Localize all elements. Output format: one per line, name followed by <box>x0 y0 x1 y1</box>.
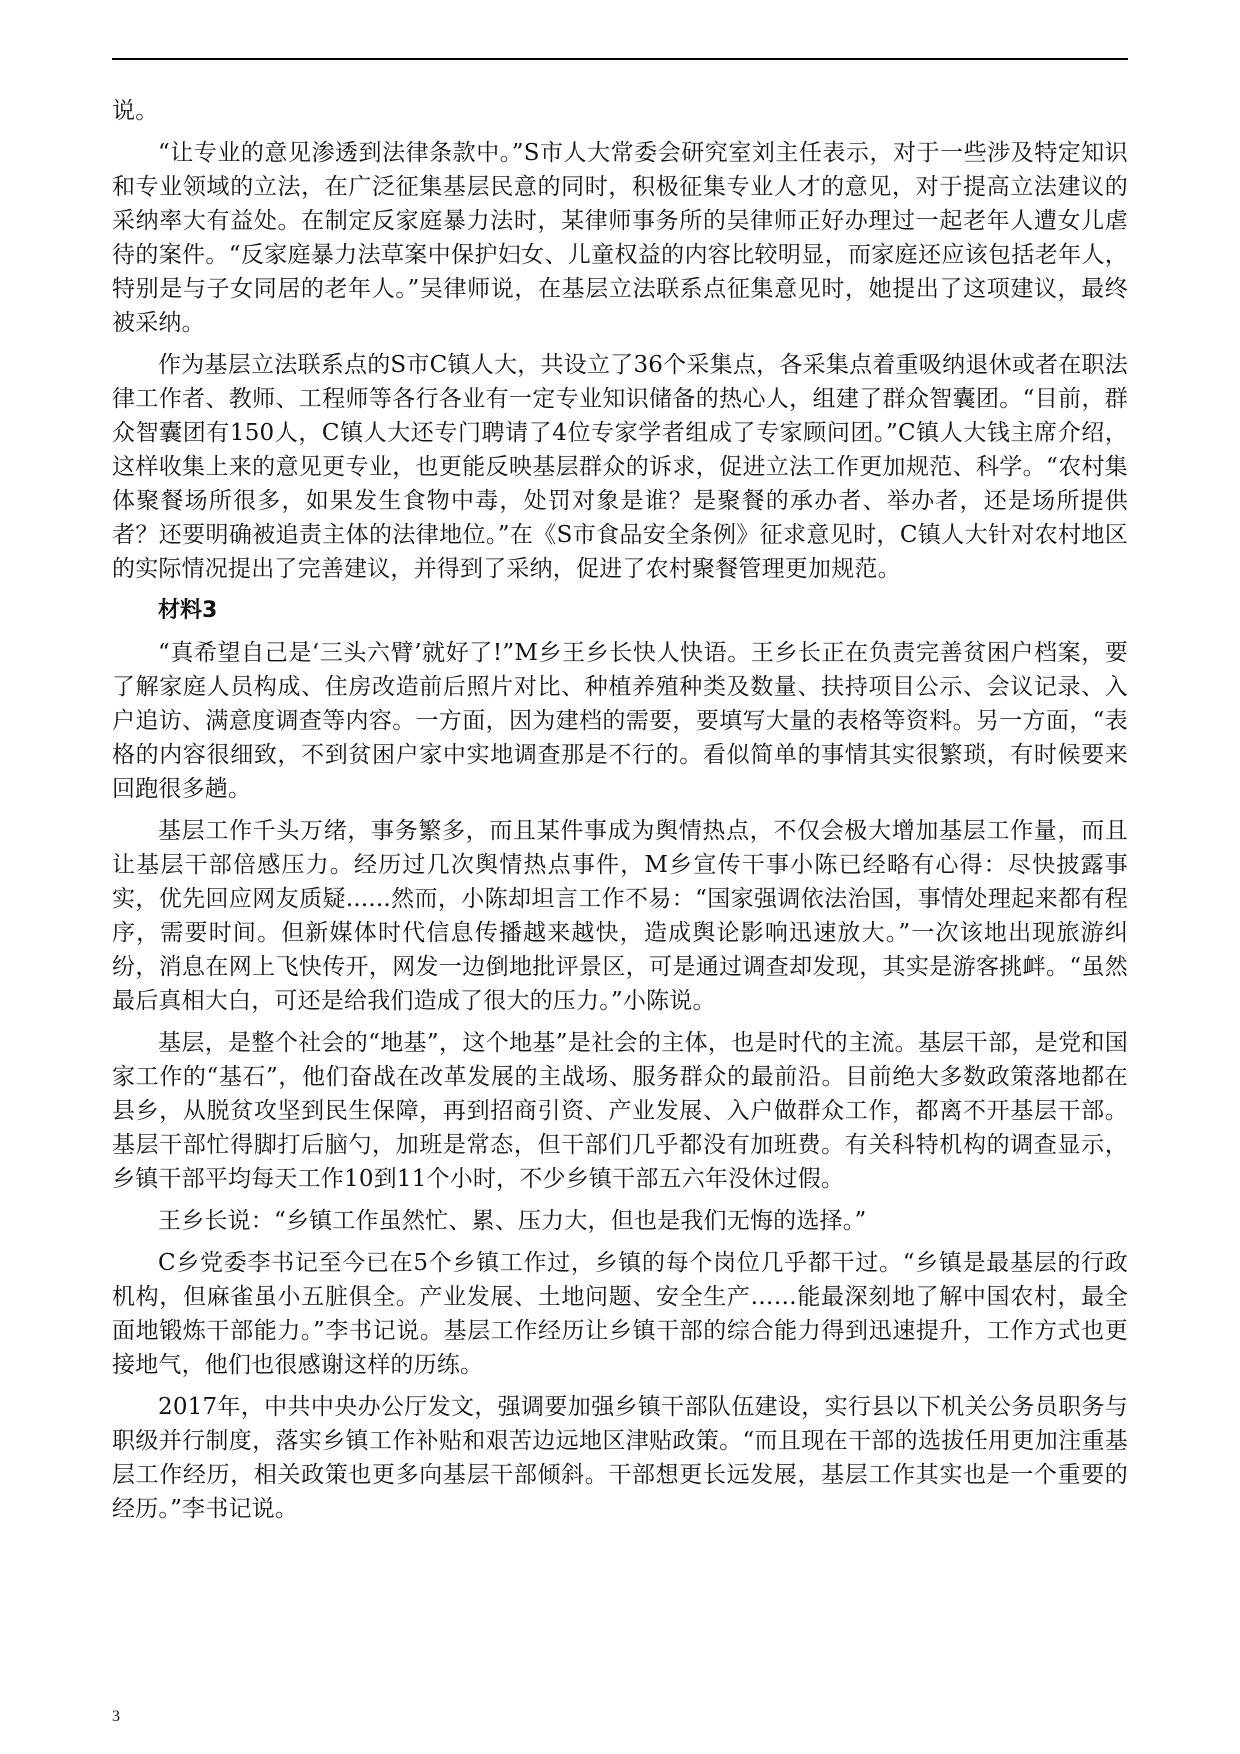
paragraph: 基层工作千头万绪，事务繁多，而且某件事成为舆情热点，不仅会极大增加基层工作量，而且让基层干部倍感压力。经历过几次舆情热点事件，M乡宣传干事小陈已经略有心得：尽快披露事实，优先回应网友质疑......然而，小陈却坦言工作不易：“国家强调依法治国，事情处理起来都有程序，需要时间。但新媒体时代信息传播越来越快，造成舆论影响迅速放大。”一次该地出现旅游纠纷，消息在网上飞快传开，网发一边倒地批评景区，可是通过调查却发现，其实是游客挑衅。“虽然最后真相大白，可还是给我们造成了很大的压力。”小陈说。 <box>112 818 1128 1014</box>
paragraph: 基层，是整个社会的“地基”，这个地基”是社会的主体，也是时代的主流。基层干部，是党和国家工作的“基石”，他们奋战在改革发展的主战场、服务群众的最前沿。目前绝大多数政策落地都在县乡，从脱贫攻坚到民生保障，再到招商引资、产业发展、入户做群众工作，都离不开基层干部。基层干部忙得脚打后脑勺，加班是常态，但干部们几乎都没有加班费。有关科特机构的调查显示，乡镇干部平均每天工作10到11个小时，不少乡镇干部五六年没休过假。 <box>112 1030 1128 1192</box>
section-heading: 材料3 <box>158 598 218 623</box>
paragraph: 王乡长说：“乡镇工作虽然忙、累、压力大，但也是我们无悔的选择。” <box>158 1208 867 1234</box>
paragraph: C乡党委李书记至今已在5个乡镇工作过，乡镇的每个岗位几乎都干过。“乡镇是最基层的行政机构，但麻雀虽小五脏俱全。产业发展、土地问题、安全生产……能最深刻地了解中国农村，最全面地锻炼干部能力。”李书记说。基层工作经历让乡镇干部的综合能力得到迅速提升，工作方式也更接地气，他们也很感谢这样的历练。 <box>112 1250 1128 1378</box>
document-body <box>112 94 1128 1534</box>
page-number: 3 <box>112 1708 120 1725</box>
paragraph-continuation: 说。 <box>112 98 159 124</box>
paragraph: 2017年，中共中央办公厅发文，强调要加强乡镇干部队伍建设，实行县以下机关公务员职务与职级并行制度，落实乡镇工作补贴和艰苦边远地区津贴政策。“而且现在干部的选拔任用更加注重基层工作经历，相关政策也更多向基层干部倾斜。干部想更长远发展，基层工作其实也是一个重要的经历。”李书记说。 <box>112 1394 1128 1522</box>
paragraph: “真希望自己是‘三头六臂’就好了!”M乡王乡长快人快语。王乡长正在负责完善贫困户档案，要了解家庭人员构成、住房改造前后照片对比、种植养殖种类及数量、扶持项目公示、会议记录、入户追访、满意度调查等内容。一方面，因为建档的需要，要填写大量的表格等资料。另一方面，“表格的内容很细致，不到贫困户家中实地调查那是不行的。看似简单的事情其实很繁琐，有时候要来回跑很多趟。 <box>112 640 1128 802</box>
paragraph: “让专业的意见渗透到法律条款中。”S市人大常委会研究室刘主任表示，对于一些涉及特定知识和专业领域的立法，在广泛征集基层民意的同时，积极征集专业人才的意见，对于提高立法建议的采纳率大有益处。在制定反家庭暴力法时，某律师事务所的吴律师正好办理过一起老年人遭女儿虐待的案件。“反家庭暴力法草案中保护妇女、儿童权益的内容比较明显，而家庭还应该包括老年人，特别是与子女同居的老年人。”吴律师说，在基层立法联系点征集意见时，她提出了这项建议，最终被采纳。 <box>112 140 1128 336</box>
header-rule <box>112 58 1128 60</box>
paragraph: 作为基层立法联系点的S市C镇人大，共设立了36个采集点，各采集点着重吸纳退休或者在职法律工作者、教师、工程师等各行各业有一定专业知识储备的热心人，组建了群众智囊团。“目前，群众智囊团有150人，C镇人大还专门聘请了4位专家学者组成了专家顾问团。”C镇人大钱主席介绍，这样收集上来的意见更专业，也更能反映基层群众的诉求，促进立法工作更加规范、科学。“农村集体聚餐场所很多，如果发生食物中毒，处罚对象是谁？是聚餐的承办者、举办者，还是场所提供者？还要明确被追责主体的法律地位。”在《S市食品安全条例》征求意见时，C镇人大针对农村地区的实际情况提出了完善建议，并得到了采纳，促进了农村聚餐管理更加规范。 <box>112 352 1128 582</box>
